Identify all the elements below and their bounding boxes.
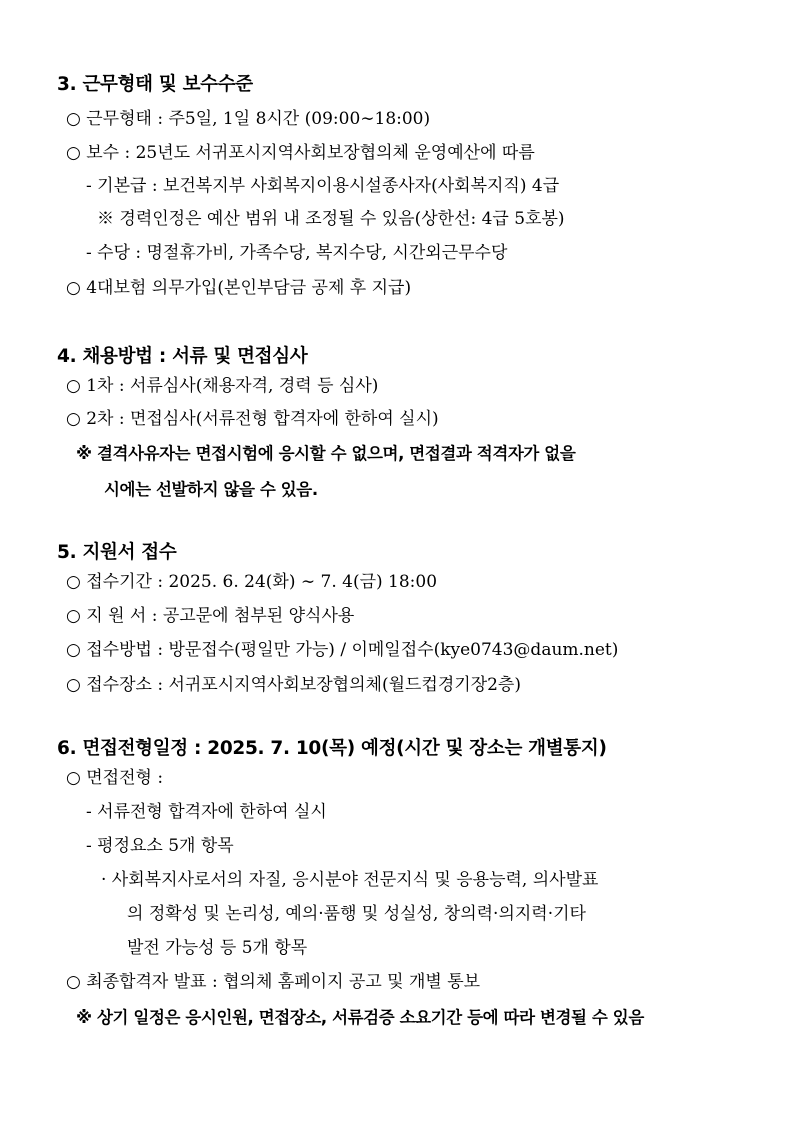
- disqualification-note: ※ 결격사유자는 면접시험에 응시할 수 없으며, 면접결과 적격자가 없을: [76, 444, 576, 463]
- evaluation-detail-2: 의 정확성 및 논리성, 예의·품행 및 성실성, 창의력·의지력·기타: [127, 904, 586, 924]
- section-6-title: 6. 면접전형일정 : 2025. 7. 10(목) 예정(시간 및 장소는 개별통지): [57, 738, 607, 759]
- second-stage-item: ○ 2차 : 면접심사(서류전형 합격자에 한하여 실시): [66, 409, 439, 429]
- disqualification-note-cont: 시에는 선발하지 않을 수 있음.: [104, 480, 318, 499]
- base-pay-item: - 기본급 : 보건복지부 사회복지이용시설종사자(사회복지직) 4급: [86, 176, 560, 196]
- work-type-item: ○ 근무형태 : 주5일, 1일 8시간 (09:00∼18:00): [66, 109, 431, 129]
- career-note: ※ 경력인정은 예산 범위 내 조정될 수 있음(상한선: 4급 5호봉): [97, 209, 565, 229]
- allowance-item: - 수당 : 명절휴가비, 가족수당, 복지수당, 시간외근무수당: [86, 243, 508, 263]
- section-4-title: 4. 채용방법 : 서류 및 면접심사: [57, 346, 308, 367]
- evaluation-detail-1: · 사회복지사로서의 자질, 응시분야 전문지식 및 응용능력, 의사발표: [101, 870, 599, 890]
- schedule-change-note: ※ 상기 일정은 응시인원, 면접장소, 서류검증 소요기간 등에 따라 변경될 수 있음: [76, 1008, 644, 1027]
- evaluation-factors-item: - 평정요소 5개 항목: [86, 836, 234, 856]
- salary-item: ○ 보수 : 25년도 서귀포시지역사회보장협의체 운영예산에 따름: [66, 143, 535, 163]
- application-place-item: ○ 접수장소 : 서귀포시지역사회보장협의체(월드컵경기장2층): [66, 675, 521, 695]
- application-form-item: ○ 지 원 서 : 공고문에 첨부된 양식사용: [66, 606, 355, 626]
- section-3-title: 3. 근무형태 및 보수수준: [57, 74, 253, 95]
- interview-item: ○ 면접전형 :: [66, 768, 164, 788]
- section-5-title: 5. 지원서 접수: [57, 542, 177, 563]
- insurance-item: ○ 4대보험 의무가입(본인부담금 공제 후 지급): [66, 278, 412, 298]
- first-stage-item: ○ 1차 : 서류심사(채용자격, 경력 등 심사): [66, 376, 379, 396]
- final-announcement-item: ○ 최종합격자 발표 : 협의체 홈페이지 공고 및 개별 통보: [66, 972, 481, 992]
- application-period-item: ○ 접수기간 : 2025. 6. 24(화) ∼ 7. 4(금) 18:00: [66, 572, 438, 592]
- evaluation-detail-3: 발전 가능성 등 5개 항목: [127, 938, 308, 958]
- application-method-item: ○ 접수방법 : 방문접수(평일만 가능) / 이메일접수(kye0743@daum.net): [66, 640, 619, 660]
- interview-target-item: - 서류전형 합격자에 한하여 실시: [86, 802, 327, 822]
